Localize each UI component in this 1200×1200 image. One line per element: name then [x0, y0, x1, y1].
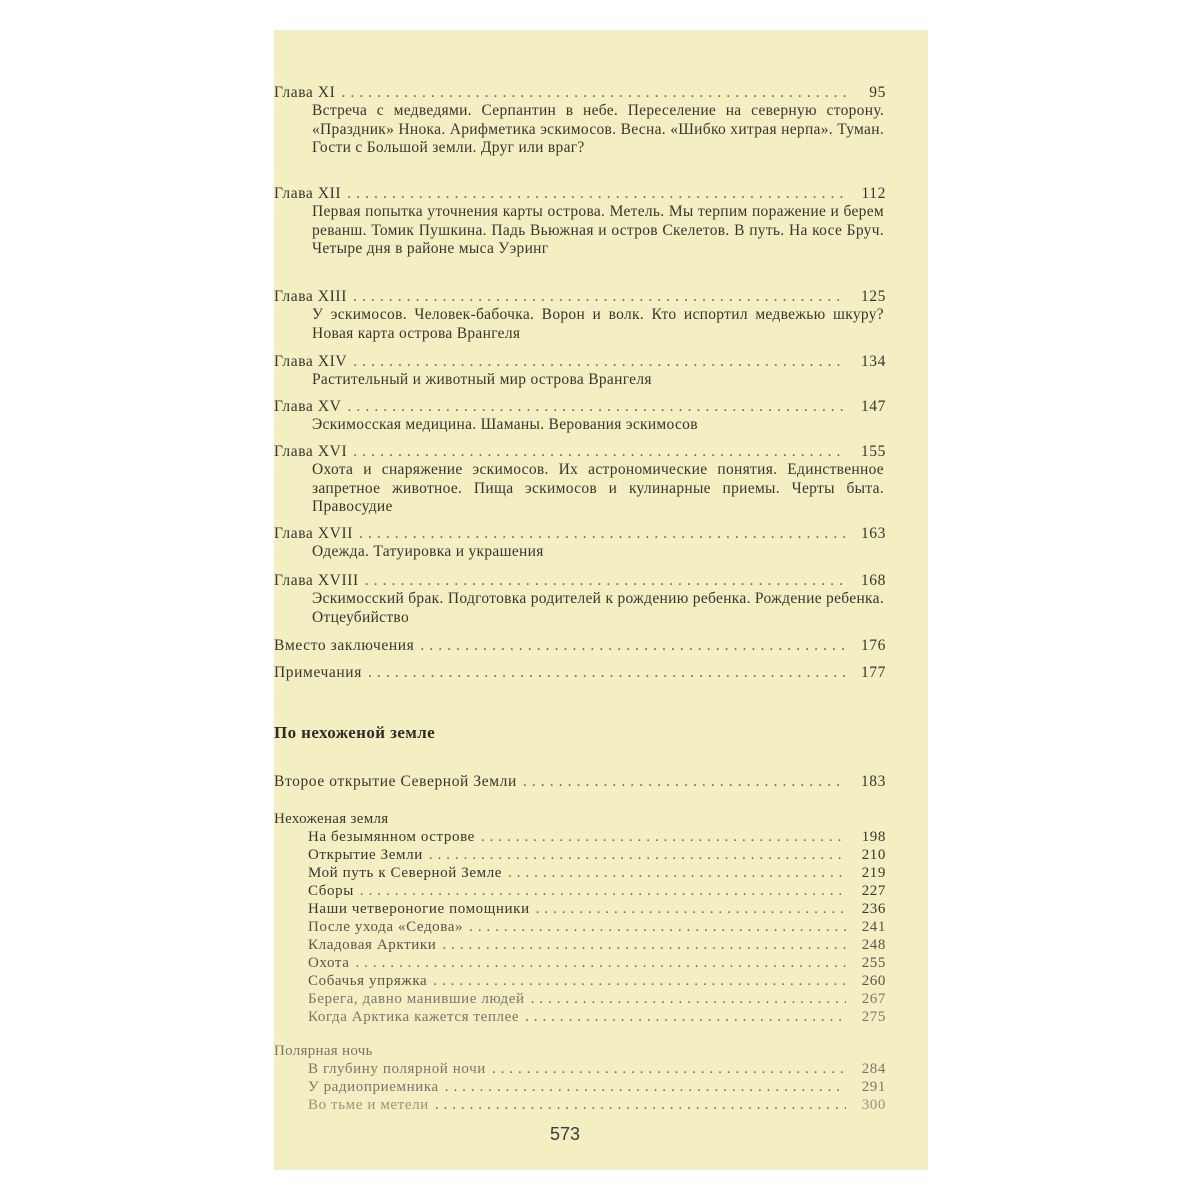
dot-leader: [347, 184, 846, 203]
section-heading: По нехоженой земле: [274, 723, 436, 742]
group-title: Нехоженая земля: [274, 811, 389, 827]
subentry-page-number: 227: [861, 883, 886, 899]
toc-subentry: [274, 882, 886, 900]
toc-subentry: [274, 828, 886, 846]
chapter-label: Глава XII: [274, 185, 342, 202]
toc-subentry: [274, 954, 886, 972]
chapter-description: Эскимосский брак. Подготовка родителей к рождению ребенка. Рождение ребенка. Отцеубийство: [312, 590, 884, 626]
subentry-label: У радиоприемника: [308, 1079, 439, 1095]
dot-leader: [355, 954, 846, 972]
chapter-description: Встреча с медведями. Серпантин в небе. Переселение на северную сторону. «Праздник» Ннока. Арифметика эскимосов. Весна. «Шибко хитрая нерпа». Туман. Гости с Большой земли. Друг или враг?: [312, 102, 884, 157]
dot-leader: [347, 397, 846, 416]
subentry-label: Берега, давно манившие людей: [308, 991, 525, 1007]
chapter-page-number: 147: [860, 398, 886, 415]
toc-chapter-entry: [274, 287, 886, 343]
chapter-description: Растительный и животный мир острова Врангеля: [312, 371, 652, 388]
chapter-description: Первая попытка уточнения карты острова. Метель. Мы терпим поражение и берем реванш. Томик Пушкина. Падь Вьюжная и остров Скелетов. В путь. На косе Бруч. Четыре дня в районе мыса Уэринг: [312, 203, 884, 258]
chapter-page-number: 163: [860, 525, 886, 542]
subentry-page-number: 198: [861, 829, 886, 845]
toc-subentry: [274, 864, 886, 882]
dot-leader: [420, 636, 846, 655]
subentry-page-number: 300: [861, 1097, 886, 1113]
toc-subentry: [274, 846, 886, 864]
toc-subentry: [274, 1078, 886, 1096]
toc-chapter-entry: [274, 184, 886, 259]
toc-subentry: [274, 1060, 886, 1078]
subentry-label: Когда Арктика кажется теплее: [308, 1009, 520, 1025]
toc-chapter-entry: [274, 442, 886, 517]
book-page: [274, 30, 928, 1170]
dot-leader: [469, 918, 846, 936]
dot-leader: [368, 663, 846, 682]
dot-leader: [523, 772, 846, 791]
dot-leader: [360, 882, 846, 900]
chapter-label: Глава XVIII: [274, 572, 359, 589]
toc-subentry: [274, 990, 886, 1008]
chapter-page-number: 112: [861, 185, 886, 202]
toc-group: [274, 810, 886, 1026]
toc-subentry: [274, 1096, 886, 1114]
entry-page-number: 183: [860, 773, 886, 790]
dot-leader: [508, 864, 846, 882]
page-number: 573: [550, 1124, 581, 1144]
toc-subentry: [274, 972, 886, 990]
subentry-page-number: 267: [861, 991, 886, 1007]
subentry-label: После ухода «Седова»: [308, 919, 464, 935]
chapter-label: Глава XVI: [274, 443, 348, 460]
dot-leader: [525, 1008, 846, 1026]
toc-chapter-entry: [274, 397, 886, 435]
subentry-label: Наши четвероногие помощники: [308, 901, 530, 917]
entry-label: Второе открытие Северной Земли: [274, 773, 517, 790]
toc-chapter-entry: [274, 571, 886, 627]
subentry-page-number: 255: [861, 955, 886, 971]
subentry-label: Мой путь к Северной Земле: [308, 865, 503, 881]
dot-leader: [435, 1096, 846, 1114]
subentry-label: В глубину полярной ночи: [308, 1061, 486, 1077]
dot-leader: [353, 442, 846, 461]
dot-leader: [433, 972, 846, 990]
chapter-label: Глава XIII: [274, 288, 347, 305]
subentry-page-number: 219: [861, 865, 886, 881]
subentry-label: Во тьме и метели: [308, 1097, 429, 1113]
group-title: Полярная ночь: [274, 1043, 373, 1059]
toc-subentry: [274, 936, 886, 954]
chapter-description: Эскимосская медицина. Шаманы. Верования эскимосов: [312, 416, 698, 433]
chapter-page-number: 155: [860, 443, 886, 460]
toc-entry-conclusion: [274, 636, 886, 655]
chapter-page-number: 168: [860, 572, 886, 589]
dot-leader: [492, 1060, 846, 1078]
chapter-description: Одежда. Татуировка и украшения: [312, 543, 544, 560]
chapter-page-number: 134: [860, 353, 886, 370]
chapter-description: Охота и снаряжение эскимосов. Их астрономические понятия. Единственное запретное животное. Пища эскимосов и кулинарные приемы. Черты быта. Правосудие: [312, 461, 884, 516]
toc-entry-intro: [274, 772, 886, 791]
subentry-label: Открытие Земли: [308, 847, 423, 863]
toc-subentry: [274, 900, 886, 918]
dot-leader: [365, 571, 846, 590]
subentry-label: Собачья упряжка: [308, 973, 428, 989]
chapter-page-number: 125: [860, 288, 886, 305]
toc-chapter-entry: [274, 352, 886, 390]
dot-leader: [445, 1078, 846, 1096]
entry-label: Вместо заключения: [274, 637, 415, 654]
subentry-page-number: 284: [861, 1061, 886, 1077]
subentry-page-number: 241: [861, 919, 886, 935]
toc-chapter-entry: [274, 83, 886, 158]
subentry-page-number: 236: [861, 901, 886, 917]
toc-group: [274, 1042, 886, 1114]
subentry-page-number: 248: [861, 937, 886, 953]
toc-chapter-entry: [274, 524, 886, 562]
dot-leader: [353, 352, 846, 371]
chapter-page-number: 95: [869, 84, 886, 101]
toc-subentry: [274, 918, 886, 936]
dot-leader: [442, 936, 846, 954]
subentry-label: На безымянном острове: [308, 829, 475, 845]
entry-page-number: 177: [860, 664, 886, 681]
chapter-label: Глава XVII: [274, 525, 353, 542]
entry-label: Примечания: [274, 664, 362, 681]
subentry-label: Сборы: [308, 883, 354, 899]
subentry-page-number: 210: [861, 847, 886, 863]
toc-entry-notes: [274, 663, 886, 682]
dot-leader: [429, 846, 846, 864]
subentry-label: Охота: [308, 955, 350, 971]
chapter-description: У эскимосов. Человек-бабочка. Ворон и волк. Кто испортил медвежью шкуру? Новая карта острова Врангеля: [312, 306, 884, 342]
subentry-page-number: 260: [861, 973, 886, 989]
subentry-page-number: 291: [861, 1079, 886, 1095]
chapter-label: Глава XIV: [274, 353, 348, 370]
dot-leader: [536, 900, 846, 918]
dot-leader: [341, 83, 846, 102]
dot-leader: [353, 287, 846, 306]
entry-page-number: 176: [860, 637, 886, 654]
dot-leader: [481, 828, 846, 846]
dot-leader: [531, 990, 846, 1008]
dot-leader: [359, 524, 846, 543]
chapter-label: Глава XI: [274, 84, 336, 101]
toc-subentry: [274, 1008, 886, 1026]
chapter-label: Глава XV: [274, 398, 342, 415]
subentry-label: Кладовая Арктики: [308, 937, 437, 953]
subentry-page-number: 275: [861, 1009, 886, 1025]
